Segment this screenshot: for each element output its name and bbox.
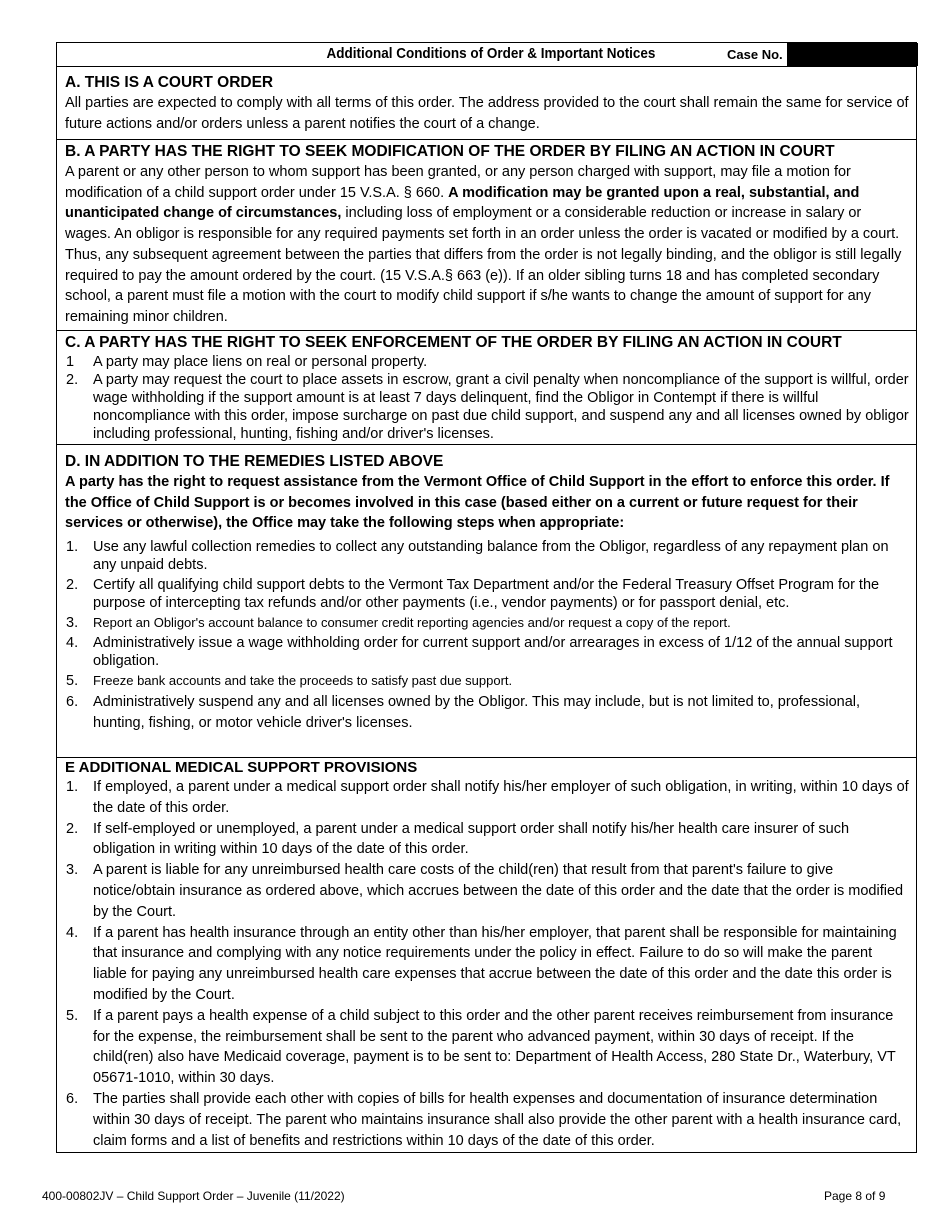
page-number: Page 8 of 9 — [824, 1189, 886, 1203]
section-c-list — [65, 353, 909, 443]
section-b-bold-text: A modification may be granted upon a real, substantial, and unanticipated change of circumstances, — [65, 184, 860, 222]
list-item: 3. A parent is liable for any unreimbursed health care costs of the child(ren) that result from that parent's failure to give notice/obtain insurance as ordered above, which accrues between the date of this order and the date that the order is modified by the Court. — [66, 862, 904, 920]
form-id-footer: 400-00802JV – Child Support Order – Juvenile (11/2022) — [42, 1189, 345, 1203]
table-header — [57, 43, 916, 67]
section-e-title: E ADDITIONAL MEDICAL SUPPORT PROVISIONS — [65, 759, 418, 776]
section-b-title: B. A PARTY HAS THE RIGHT TO SEEK MODIFICATION OF THE ORDER BY FILING AN ACTION IN COURT — [65, 143, 835, 160]
section-e — [57, 758, 916, 1152]
list-item: 4. Administratively issue a wage withholding order for current support and/or arrearages in excess of 1/12 of the annual support obligation. — [66, 635, 893, 670]
page-title: Additional Conditions of Order & Important Notices — [326, 46, 656, 62]
case-number-field[interactable] — [787, 43, 918, 66]
section-d-title: D. IN ADDITION TO THE REMEDIES LISTED ABOVE — [65, 453, 444, 470]
list-item: 2. If self-employed or unemployed, a parent under a medical support order shall notify his/her health care insurer of such obligation in writing within 10 days of the date of this order. — [66, 820, 850, 858]
list-item: 4. If a parent has health insurance through an entity other than his/her employer, that parent shall be responsible for maintaining that insurance and complying with any notice requirements under the policy in effect. Failure to do so will make the parent liable for paying any unreimbursed health care expenses that accrue between the date of this order and the date this order is modified by the Court. — [66, 924, 897, 1003]
list-item: 1 A party may place liens on real or personal property. — [66, 354, 428, 370]
section-c-title: C. A PARTY HAS THE RIGHT TO SEEK ENFORCEMENT OF THE ORDER BY FILING AN ACTION IN COURT — [65, 334, 842, 351]
section-a — [57, 72, 916, 140]
case-number-label: Case No. — [727, 47, 783, 62]
order-notices-table — [56, 42, 917, 1153]
list-item: 6. The parties shall provide each other with copies of bills for health expenses and documentation of insurance determination within 30 days of receipt. The parent who maintains insurance shall also provide the other parent with a health insurance card, claim forms and a list of benefits and restrictions within 10 days of the date of this order. — [66, 1090, 902, 1149]
section-b — [57, 141, 916, 331]
section-d-list — [65, 538, 909, 734]
section-a-text: All parties are expected to comply with all terms of this order. The address provided to the court shall remain the same for service of future actions and/or orders unless a parent notifies the court of a change. — [65, 95, 909, 132]
section-b-text: A parent or any other person to whom support has been granted, or any person charged with support, may file a motion for modification of a child support order under 15 V.S.A. § 660. A modification may be granted upon a real, substantial, and unanticipated change of circumstances, including loss of employment or a considerable reduction or increase in salary or wages. An obligor is responsible for any required payments set forth in an order unless the order is vacated or modified by a court. Thus, any subsequent agreement between the parties that differs from the order is not legally binding, and the obligor is still legally required to pay the amount ordered by the court. (15 V.S.A.§ 663 (e)). If an older sibling turns 18 and has completed secondary school, a parent must file a motion with the court to modify child support if s/he wants to change the amount of support for any remaining minor children. — [65, 164, 902, 325]
list-item: 6. Administratively suspend any and all licenses owned by the Obligor. This may include, but is not limited to, professional, hunting, fishing, or motor vehicle driver's licenses. — [66, 694, 861, 732]
section-d-intro: A party has the right to request assistance from the Vermont Office of Child Support in the effort to enforce this order. If the Office of Child Support is or becomes involved in this case (based either on a current or future request for their services or otherwise), the Office may take the following steps when appropriate: — [65, 474, 890, 532]
list-item: 2. A party may request the court to place assets in escrow, grant a civil penalty when noncompliance of the support is willful, order wage withholding if the support amount is at least 7 days delinquent, find the Obligor in Contempt if there is willful noncompliance with this order, impose surcharge on past due child support, and suspend any and all licenses owned by obligor including professional, hunting, fishing and/or driver's licenses. — [66, 372, 909, 442]
list-item: 1. Use any lawful collection remedies to collect any outstanding balance from the Obligor, regardless of any repayment plan on any unpaid debts. — [66, 539, 889, 574]
section-a-title: A. THIS IS A COURT ORDER — [65, 74, 274, 91]
section-d — [57, 451, 916, 758]
list-item: 1. If employed, a parent under a medical support order shall notify his/her employer of such obligation, in writing, within 10 days of the date of this order. — [66, 779, 909, 816]
section-c — [57, 332, 916, 445]
list-item: 3. Report an Obligor's account balance to consumer credit reporting agencies and/or request a copy of the report. — [66, 615, 731, 632]
list-item: 5. If a parent pays a health expense of a child subject to this order and the other parent receives reimbursement from insurance for the expense, the reimbursement shall be sent to the parent who advanced payment, within 30 days of receipt. If the child(ren) also have Medicaid coverage, payment is to be sent to: Department of Health Access, 280 State Dr., Waterbury, VT 05671-1010, within 30 days. — [66, 1007, 896, 1087]
list-item: 2. Certify all qualifying child support debts to the Vermont Tax Department and/or the Federal Treasury Offset Program for the purpose of intercepting tax refunds and/or other payments (i.e., vendor payments) or for passport denial, etc. — [66, 577, 880, 612]
list-item: 5. Freeze bank accounts and take the proceeds to satisfy past due support. — [66, 673, 513, 690]
section-e-list — [65, 777, 909, 1151]
